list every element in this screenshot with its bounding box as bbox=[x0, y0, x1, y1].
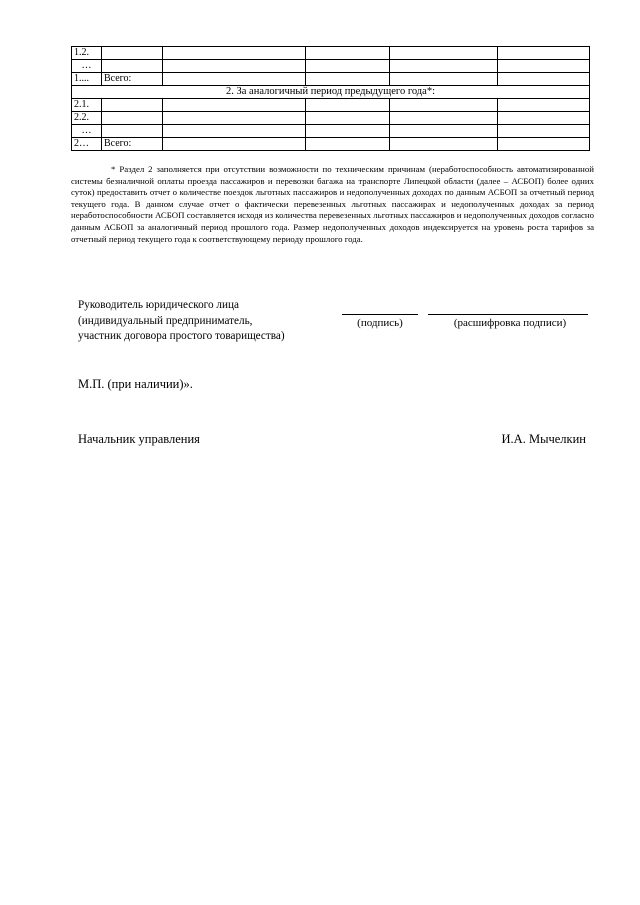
row-number: 2.1. bbox=[72, 99, 102, 112]
table-row bbox=[72, 125, 590, 138]
table-row-total bbox=[72, 138, 590, 151]
head-title-line2: (индивидуальный предприниматель, bbox=[78, 314, 253, 327]
signature-line bbox=[342, 314, 418, 315]
section-2-title: 2. За аналогичный период предыдущего года*: bbox=[72, 86, 590, 99]
table-row-total bbox=[72, 73, 590, 86]
table-row bbox=[72, 99, 590, 112]
row-label bbox=[102, 125, 163, 138]
chief-name: И.А. Мычелкин bbox=[501, 432, 586, 446]
footnote bbox=[71, 164, 594, 245]
row-label: Всего: bbox=[102, 73, 163, 86]
table-row bbox=[72, 60, 590, 73]
footnote-text: * Раздел 2 заполняется при отсутствии возможности по техническим причинам (неработоспособность автоматизированной системы безналичной оплаты проезда пассажиров и перевозки багажа на транспорте Липецкой области (далее – АСБОП) более одних суток) предоставить отчет о количестве поездок льготных пассажиров и недополученных доходах по данным АСБОП за отчетный период текущего года. В данном случае отчет о фактически перевезенных льготных пассажирах и недополученных доходах за период неработоспособности АСБОП составляется исходя из количества перевезенных льготных пассажиров и недополученных доходов согласно данным АСБОП за аналогичный период прошлого года. Размер недополученных доходов индексируется на уровень роста тарифов за отчетный период текущего года к соответствующему периоду прошлого года. bbox=[71, 164, 594, 244]
decode-signature-line bbox=[428, 314, 588, 315]
signature-head-block bbox=[78, 298, 285, 345]
signature-caption: (подпись) bbox=[357, 317, 403, 329]
head-title-line1: Руководитель юридического лица bbox=[78, 299, 239, 311]
row-label bbox=[102, 99, 163, 112]
report-table bbox=[71, 46, 590, 151]
row-label bbox=[102, 60, 163, 73]
table-row bbox=[72, 112, 590, 125]
row-number: 1.... bbox=[72, 73, 102, 86]
section-2-header-row bbox=[72, 86, 590, 99]
row-number: 1.2. bbox=[72, 47, 102, 60]
decode-signature-caption: (расшифровка подписи) bbox=[453, 317, 567, 329]
row-number: … bbox=[72, 60, 102, 73]
table-row bbox=[72, 47, 590, 60]
row-label bbox=[102, 47, 163, 60]
row-label bbox=[102, 112, 163, 125]
row-label: Всего: bbox=[102, 138, 163, 151]
chief-title: Начальник управления bbox=[78, 432, 200, 446]
head-title-line3: участник договора простого товарищества) bbox=[78, 330, 285, 342]
row-number: 2… bbox=[72, 138, 102, 151]
stamp-placeholder: М.П. (при наличии)». bbox=[78, 377, 193, 391]
row-number: 2.2. bbox=[72, 112, 102, 125]
row-number: … bbox=[72, 125, 102, 138]
